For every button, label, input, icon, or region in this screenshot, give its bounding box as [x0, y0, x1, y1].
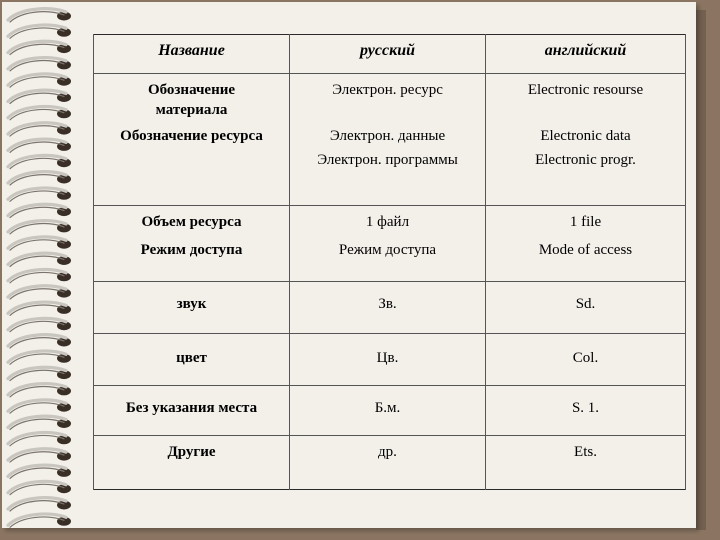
row-name — [94, 281, 290, 333]
cell-line: 1 file — [569, 213, 602, 230]
cell-line: Электрон. данные — [329, 128, 446, 144]
cell-line: Электрон. программы — [317, 152, 458, 168]
row-english — [486, 385, 686, 435]
row-name — [94, 234, 290, 281]
binding-ring-icon — [8, 302, 71, 315]
binding-ring-icon — [8, 481, 71, 494]
binding-ring-icon — [8, 155, 71, 168]
row-english — [486, 120, 686, 205]
table-row — [94, 281, 686, 333]
row-english — [486, 281, 686, 333]
cell-line: др. — [378, 443, 397, 460]
header-russian: русский — [290, 35, 486, 74]
row-english — [486, 333, 686, 385]
row-name — [94, 205, 290, 234]
binding-ring-icon — [8, 237, 71, 250]
binding-ring-icon — [8, 139, 71, 152]
row-russian — [290, 385, 486, 435]
binding-ring-icon — [8, 384, 71, 397]
cell-line: материала — [155, 102, 228, 118]
binding-ring-icon — [8, 416, 71, 429]
header-name: Название — [94, 35, 290, 74]
cell-line: Обозначение ресурса — [120, 128, 263, 144]
binding-ring-icon — [8, 58, 71, 71]
cell-line: Ets. — [574, 443, 597, 460]
row-english — [486, 205, 686, 234]
row-name — [94, 120, 290, 205]
binding-ring-icon — [8, 74, 71, 87]
cell-line: Зв. — [378, 295, 397, 312]
table-row — [94, 205, 686, 234]
binding-ring-icon — [8, 90, 71, 103]
cell-line: Electronic progr. — [535, 152, 636, 168]
table-row — [94, 333, 686, 385]
cell-line: Цв. — [376, 349, 399, 366]
binding-ring-icon — [8, 449, 71, 462]
paper-shadow — [696, 10, 706, 530]
binding-ring-icon — [8, 107, 71, 120]
row-english — [486, 74, 686, 121]
row-russian — [290, 120, 486, 205]
row-russian — [290, 234, 486, 281]
binding-ring-icon — [8, 465, 71, 478]
row-name — [94, 435, 290, 490]
binding-ring-icon — [8, 9, 71, 22]
cell-line: Electronic resourse — [527, 82, 644, 98]
binding-ring-icon — [8, 351, 71, 364]
cell-line: Электрон. ресурс — [332, 82, 443, 98]
binding-ring-icon — [8, 270, 71, 283]
binding-ring-icon — [8, 514, 71, 527]
resource-terms-table — [93, 34, 686, 490]
binding-ring-icon — [8, 400, 71, 413]
row-name — [94, 333, 290, 385]
row-russian — [290, 435, 486, 490]
binding-ring-icon — [8, 498, 71, 511]
table-row — [94, 120, 686, 205]
binding-ring-icon — [8, 123, 71, 136]
row-english — [486, 435, 686, 490]
cell-line: Electronic data — [540, 128, 631, 144]
row-english — [486, 234, 686, 281]
table-row — [94, 435, 686, 490]
binding-ring-icon — [8, 172, 71, 185]
cell-line: Режим доступа — [140, 242, 243, 258]
binding-ring-icon — [8, 25, 71, 38]
table-row — [94, 74, 686, 121]
cell-line: Sd. — [575, 295, 596, 312]
binding-ring-icon — [8, 253, 71, 266]
row-russian — [290, 333, 486, 385]
cell-line: Б.м. — [374, 399, 401, 416]
binding-ring-icon — [8, 367, 71, 380]
row-name — [94, 385, 290, 435]
spiral-binding-icon — [0, 0, 90, 540]
binding-ring-icon — [8, 188, 71, 201]
table-row — [94, 385, 686, 435]
cell-line: Режим доступа — [338, 242, 437, 258]
row-russian — [290, 74, 486, 121]
binding-ring-icon — [8, 335, 71, 348]
cell-line: цвет — [176, 349, 207, 366]
cell-line: звук — [176, 295, 207, 312]
binding-ring-icon — [8, 221, 71, 234]
binding-ring-icon — [8, 204, 71, 217]
cell-line: Без указания места — [125, 399, 258, 416]
binding-ring-icon — [8, 318, 71, 331]
row-russian — [290, 281, 486, 333]
cell-line: Col. — [572, 349, 599, 366]
cell-line: Mode of access — [538, 242, 633, 258]
cell-line: Другие — [167, 443, 216, 460]
cell-line: Объем ресурса — [141, 213, 242, 230]
binding-ring-icon — [8, 286, 71, 299]
cell-line: Обозначение — [147, 82, 236, 98]
cell-line: S. 1. — [571, 399, 600, 416]
table-row — [94, 234, 686, 281]
row-name — [94, 74, 290, 121]
binding-ring-icon — [8, 433, 71, 446]
cell-line: 1 файл — [365, 213, 410, 230]
binding-ring-icon — [8, 41, 71, 54]
row-russian — [290, 205, 486, 234]
table-header-row — [94, 35, 686, 74]
header-english: английский — [486, 35, 686, 74]
